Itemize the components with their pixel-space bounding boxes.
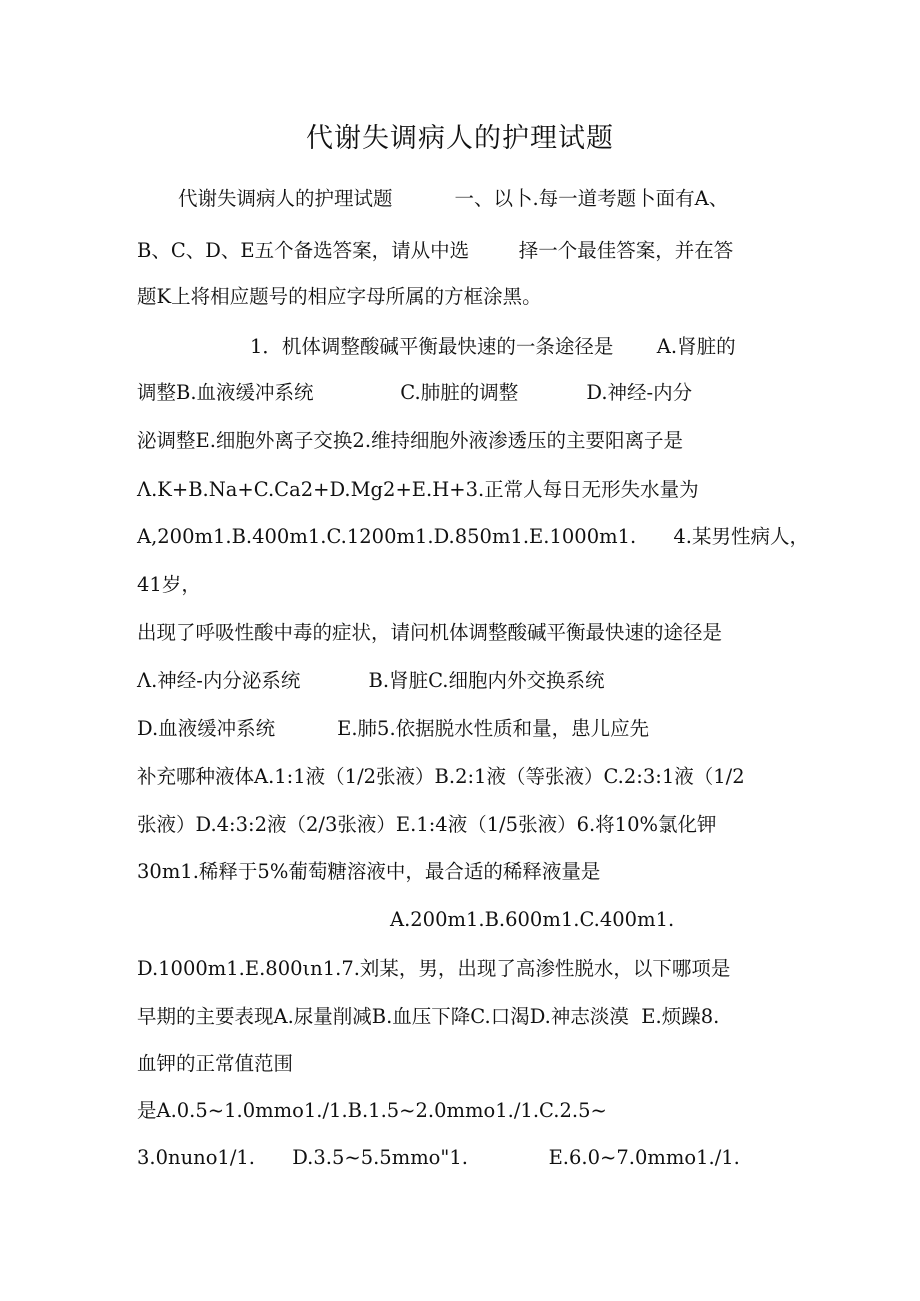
text-line: 题K上将相应题号的相应字母所属的方框涂黑。 xyxy=(137,285,542,308)
text-line: 41岁， xyxy=(137,573,201,596)
text-line: 张液）D.4:3:2液（2/3张液）E.1:4液（1/5张液）6.将10%氯化钾 xyxy=(137,813,717,836)
text-line: 1．机体调整酸碱平衡最快速的一条途径是 A.肾脏的 xyxy=(250,335,736,358)
text-line: 早期的主要表现A.尿量削减B.血压下降C.口渴D.神志淡漠 E.烦躁8. xyxy=(137,1005,720,1028)
document-title: 代谢失调病人的护理试题 xyxy=(306,123,614,154)
text-line: 30m1.稀释于5%葡萄糖溶液中，最合适的稀释液量是 xyxy=(137,860,601,883)
text-line: D.1000m1.E.800ιn1.7.刘某，男，出现了高渗性脱水，以下哪项是 xyxy=(137,957,731,980)
text-line: 出现了呼吸性酸中毒的症状，请问机体调整酸碱平衡最快速的途径是 xyxy=(137,621,723,644)
text-line: 代谢失调病人的护理试题 一、以卜.每一道考题卜面有A、 xyxy=(178,187,729,210)
text-line: A.200m1.B.600m1.C.400m1. xyxy=(390,908,675,931)
text-line: Λ.K+B.Na+C.Ca2+D.Mg2+E.H+3.正常人每日无形失水量为 xyxy=(137,478,699,501)
text-line: A,200m1.B.400m1.C.1200m1.D.850m1.E.1000m1. 4.某男性病人， xyxy=(137,525,809,548)
text-line: B、C、D、E五个备选答案，请从中选 择一个最佳答案，并在答 xyxy=(137,239,734,262)
text-line: 补充哪种液体A.1:1液（1/2张液）B.2:1液（等张液）C.2:3:1液（1/2 xyxy=(137,765,745,788)
text-line: 3.0nuno1/1. D.3.5~5.5mmo"1. E.6.0~7.0mmo1./1. xyxy=(137,1146,740,1169)
text-line: 血钾的正常值范围 xyxy=(137,1052,294,1075)
text-line: 是A.0.5~1.0mmo1./1.B.1.5~2.0mmo1./1.C.2.5~ xyxy=(137,1099,607,1122)
text-line: 调整B.血液缓冲系统 C.肺脏的调整 D.神经-内分 xyxy=(137,381,693,404)
text-line: Λ.神经-内分泌系统 B.肾脏C.细胞内外交换系统 xyxy=(137,669,605,692)
text-line: D.血液缓冲系统 E.肺5.依据脱水性质和量，患儿应先 xyxy=(137,717,650,740)
text-line: 泌调整E.细胞外离子交换2.维持细胞外液渗透压的主要阳离子是 xyxy=(137,429,684,452)
